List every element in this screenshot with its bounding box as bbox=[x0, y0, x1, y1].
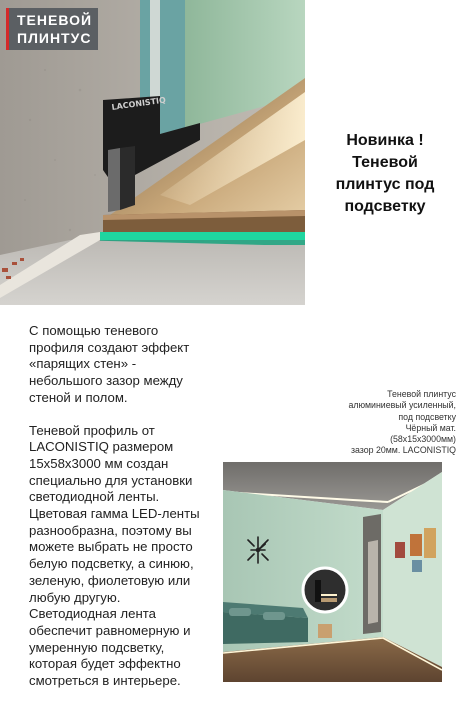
body-p2-line: специально для установки bbox=[29, 472, 193, 488]
headline-line-4: подсветку bbox=[344, 198, 426, 215]
body-p2-line: белую подсветку, а синюю, bbox=[29, 556, 194, 572]
body-p1-line: профиля создают эффект bbox=[29, 339, 190, 355]
body-paragraph-2 bbox=[29, 423, 224, 690]
caption-line: (58х15х3000мм) bbox=[390, 434, 456, 445]
body-p2-line: LACONISTIQ размером bbox=[29, 439, 174, 455]
hero-image-skirting-closeup bbox=[0, 0, 305, 305]
body-p2-line: смотреться в интерьере. bbox=[29, 673, 181, 689]
room-illustration bbox=[223, 462, 442, 682]
body-p2-line: 15х58х3000 мм создан bbox=[29, 455, 169, 471]
body-p1-line: стеной и полом. bbox=[29, 389, 128, 405]
room-interior-image bbox=[223, 462, 442, 682]
body-p2-line: которая будет эффектно bbox=[29, 656, 181, 672]
body-paragraph-1 bbox=[29, 323, 224, 407]
body-p2-line: Цветовая гамма LED-ленты bbox=[29, 506, 200, 522]
body-p2-line: светодиодной ленты. bbox=[29, 489, 160, 505]
caption-line: зазор 20мм. LACONISTIQ bbox=[350, 445, 456, 456]
body-p2-line: любую другую. bbox=[29, 589, 121, 605]
body-p2-line: Теневой профиль от bbox=[29, 422, 155, 438]
body-p2-line: Светодиодная лента bbox=[29, 606, 156, 622]
profile-detail-inset bbox=[303, 568, 347, 612]
body-p1-line: «парящих стен» - bbox=[29, 356, 137, 372]
body-p2-line: разнообразна, поэтому вы bbox=[29, 522, 192, 538]
caption-line: под подсветку bbox=[398, 411, 456, 422]
body-text bbox=[29, 323, 224, 706]
product-caption bbox=[300, 389, 456, 457]
body-p2-line: зеленую, фиолетовую или bbox=[29, 572, 191, 588]
headline-line-3: плинтус под bbox=[335, 176, 435, 193]
caption-line: Чёрный мат. bbox=[405, 422, 456, 433]
title-tag-line-2: ПЛИНТУС bbox=[17, 30, 92, 46]
body-p2-line: обеспечит равномерную и bbox=[29, 622, 191, 638]
headline-line-2: Теневой bbox=[352, 154, 418, 171]
headline bbox=[316, 130, 454, 218]
body-p1-line: С помощью теневого bbox=[29, 323, 159, 338]
body-p1-line: небольшого зазор между bbox=[29, 373, 183, 389]
title-tag-line-1: ТЕНЕВОЙ bbox=[17, 12, 93, 28]
caption-line: Теневой плинтус bbox=[387, 389, 456, 399]
caption-line: алюминиевый усиленный, bbox=[348, 400, 456, 411]
headline-line-1: Новинка ! bbox=[346, 132, 424, 149]
brand-label-on-profile: LACONISTIQ bbox=[111, 95, 167, 112]
body-p2-line: можете выбрать не просто bbox=[29, 539, 193, 555]
body-p2-line: умеренную подсветку, bbox=[29, 639, 165, 655]
title-tag bbox=[6, 8, 98, 50]
